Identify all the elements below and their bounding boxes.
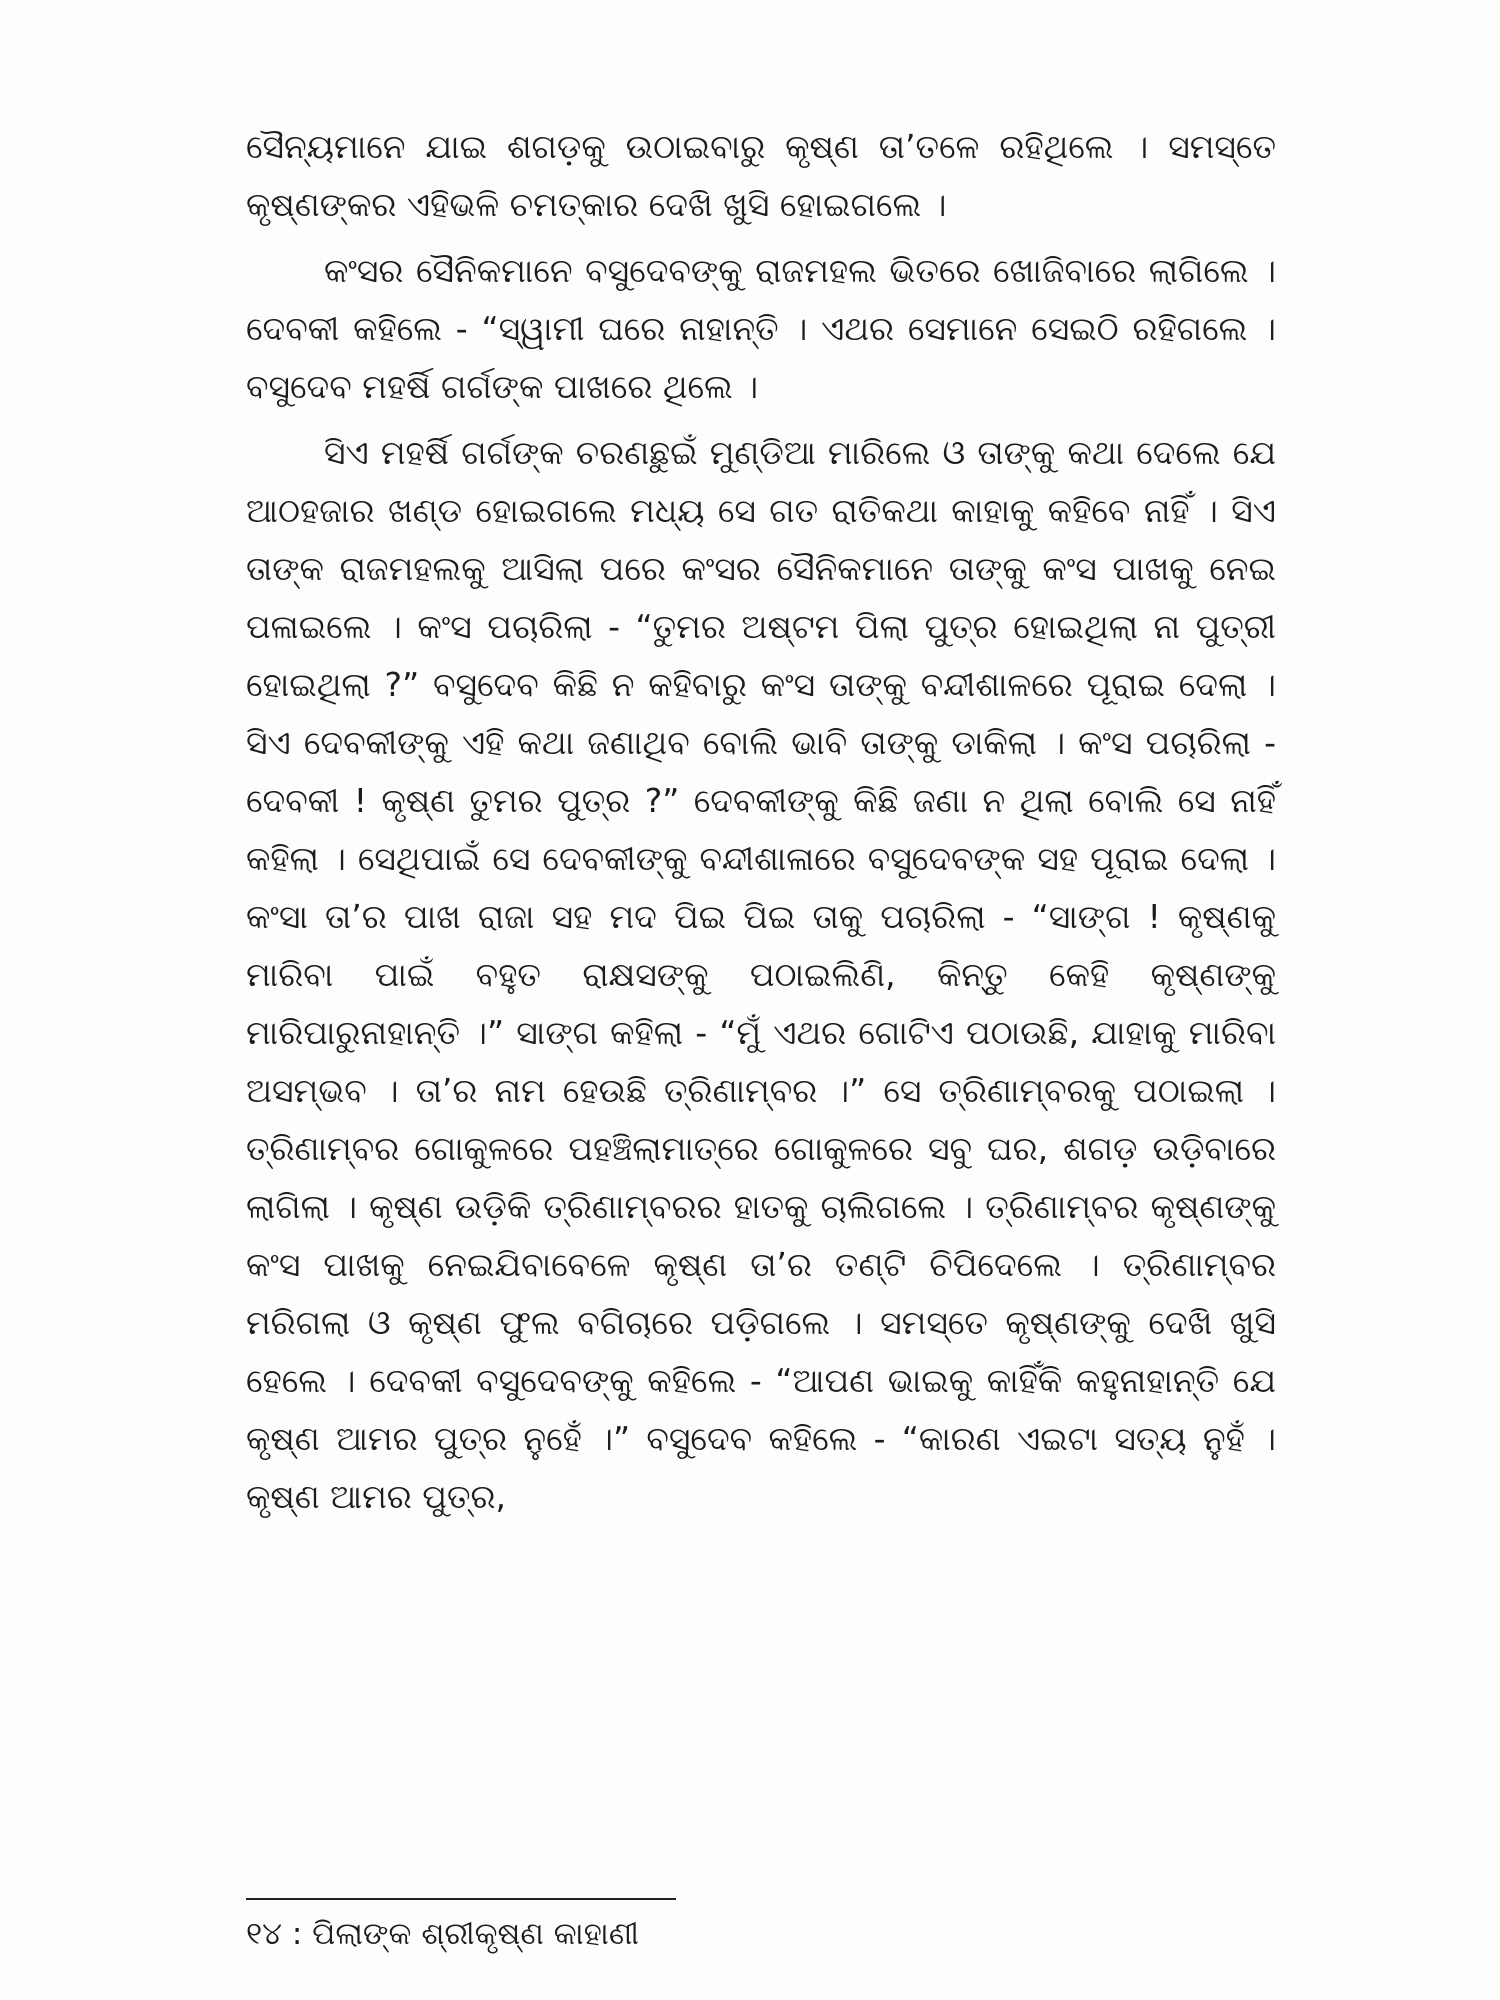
paragraph-3: ସିଏ ମହର୍ଷି ଗର୍ଗଙ୍କ ଚରଣଛୁଇଁ ମୁଣ୍ଡିଆ ମାରିଲେ ଓ ତାଙ୍କୁ କଥା ଦେଲେ ଯେ ଆଠହଜାର ଖଣ୍ଡ ହୋଇଗଲେ ମଧ୍ୟ ସେ ଗତ ରାତିକଥା କାହାକୁ କହିବେ ନାହିଁ । ସିଏ ତାଙ୍କ ରାଜମହଲକୁ ଆସିଲା ପରେ କଂସର ସୈନିକମାନେ ତାଙ୍କୁ କଂସ ପାଖକୁ ନେଇ ପଳାଇଲେ । କଂସ ପଚାରିଲା - “ତୁମର ଅଷ୍ଟମ ପିଲା ପୁତ୍ର ହୋଇଥିଲା ନା ପୁତ୍ରୀ ହୋଇଥିଲା ?” ବସୁଦେବ କିଛି ନ କହିବାରୁ କଂସ ତାଙ୍କୁ ବନ୍ଦୀଶାଳରେ ପୂରାଇ ଦେଲା । ସିଏ ଦେବକୀଙ୍କୁ ଏହି କଥା ଜଣାଥିବ ବୋଲି ଭାବି ତାଙ୍କୁ ଡାକିଲା । କଂସ ପଚାରିଲା - ଦେବକୀ ! କୃଷ୍ଣ ତୁମର ପୁତ୍ର ?” ଦେବକୀଙ୍କୁ କିଛି ଜଣା ନ ଥିଲା ବୋଲି ସେ ନାହିଁ କହିଲା । ସେଥିପାଇଁ ସେ ଦେବକୀଙ୍କୁ ବନ୍ଦୀଶାଳାରେ ବସୁଦେବଙ୍କ ସହ ପୂରାଇ ଦେଲା । କଂସା ତା’ର ପାଖ ରାଜା ସହ ମଦ ପିଇ ପିଇ ତାକୁ ପଚାରିଲା - “ସାଙ୍ଗ ! କୃଷ୍ଣକୁ ମାରିବା ପାଇଁ ବହୁତ ରାକ୍ଷସଙ୍କୁ ପଠାଇଲିଣି, କିନ୍ତୁ କେହି କୃଷ୍ଣଙ୍କୁ ମାରିପାରୁନାହାନ୍ତି ।” ସାଙ୍ଗ କହିଲା - “ମୁଁ ଏଥର ଗୋଟିଏ ପଠାଉଛି, ଯାହାକୁ ମାରିବା ଅସମ୍ଭବ । ତା’ର ନାମ ହେଉଛି ତ୍ରିଣାମ୍ବର ।” ସେ ତ୍ରିଣାମ୍ବରକୁ ପଠାଇଲା । ତ୍ରିଣାମ୍ବର ଗୋକୁଳରେ ପହଞ୍ଚିଲାମାତ୍ରେ ଗୋକୁଳରେ ସବୁ ଘର, ଶଗଡ଼ ଉଡ଼ିବାରେ ଲାଗିଲା । କୃଷ୍ଣ ଉଡ଼ିକି ତ୍ରିଣାମ୍ବରର ହାତକୁ ଚାଲିଗଲେ । ତ୍ରିଣାମ୍ବର କୃଷ୍ଣଙ୍କୁ କଂସ ପାଖକୁ ନେଇଯିବାବେଳେ କୃଷ୍ଣ ତା’ର ତଣ୍ଟି ଚିପିଦେଲେ । ତ୍ରିଣାମ୍ବର ମରିଗଲା ଓ କୃଷ୍ଣ ଫୁଲ ବଗିଚାରେ ପଡ଼ିଗଲେ । ସମସ୍ତେ କୃଷ୍ଣଙ୍କୁ ଦେଖି ଖୁସି ହେଲେ । ଦେବକୀ ବସୁଦେବଙ୍କୁ କହିଲେ - “ଆପଣ ଭାଇକୁ କାହିଁକି କହୁନାହାନ୍ତି ଯେ କୃଷ୍ଣ ଆମର ପୁତ୍ର ନୁହେଁ ।” ବସୁଦେବ କହିଲେ - “କାରଣ ଏଇଟା ସତ୍ୟ ନୁହଁ । କୃଷ୍ଣ ଆମର ପୁତ୍ର,	[246, 433, 1276, 1516]
body-text	[246, 118, 1276, 1534]
paragraph-2: କଂସର ସୈନିକମାନେ ବସୁଦେବଙ୍କୁ ରାଜମହଲ ଭିତରେ ଖୋଜିବାରେ ଲାଗିଲେ । ଦେବକୀ କହିଲେ - “ସ୍ୱାମୀ ଘରେ ନାହାନ୍ତି । ଏଥର ସେମାନେ ସେଇଠି ରହିଗଲେ । ବସୁଦେବ ମହର୍ଷି ଗର୍ଗଙ୍କ ପାଖରେ ଥିଲେ ।	[246, 251, 1276, 406]
paragraph-1: ସୈନ୍ୟମାନେ ଯାଇ ଶଗଡ଼କୁ ଉଠାଇବାରୁ କୃଷ୍ଣ ତା’ତଳେ ରହିଥିଲେ । ସମସ୍ତେ କୃଷ୍ଣଙ୍କର ଏହିଭଳି ଚମତ୍କାର ଦେଖି ଖୁସି ହୋଇଗଲେ ।	[246, 127, 1276, 224]
page-footer: ୧୪ : ପିଲାଙ୍କ ଶ୍ରୀକୃଷ୍ଣ କାହାଣୀ	[246, 1916, 640, 1952]
footer-divider	[246, 1898, 676, 1900]
